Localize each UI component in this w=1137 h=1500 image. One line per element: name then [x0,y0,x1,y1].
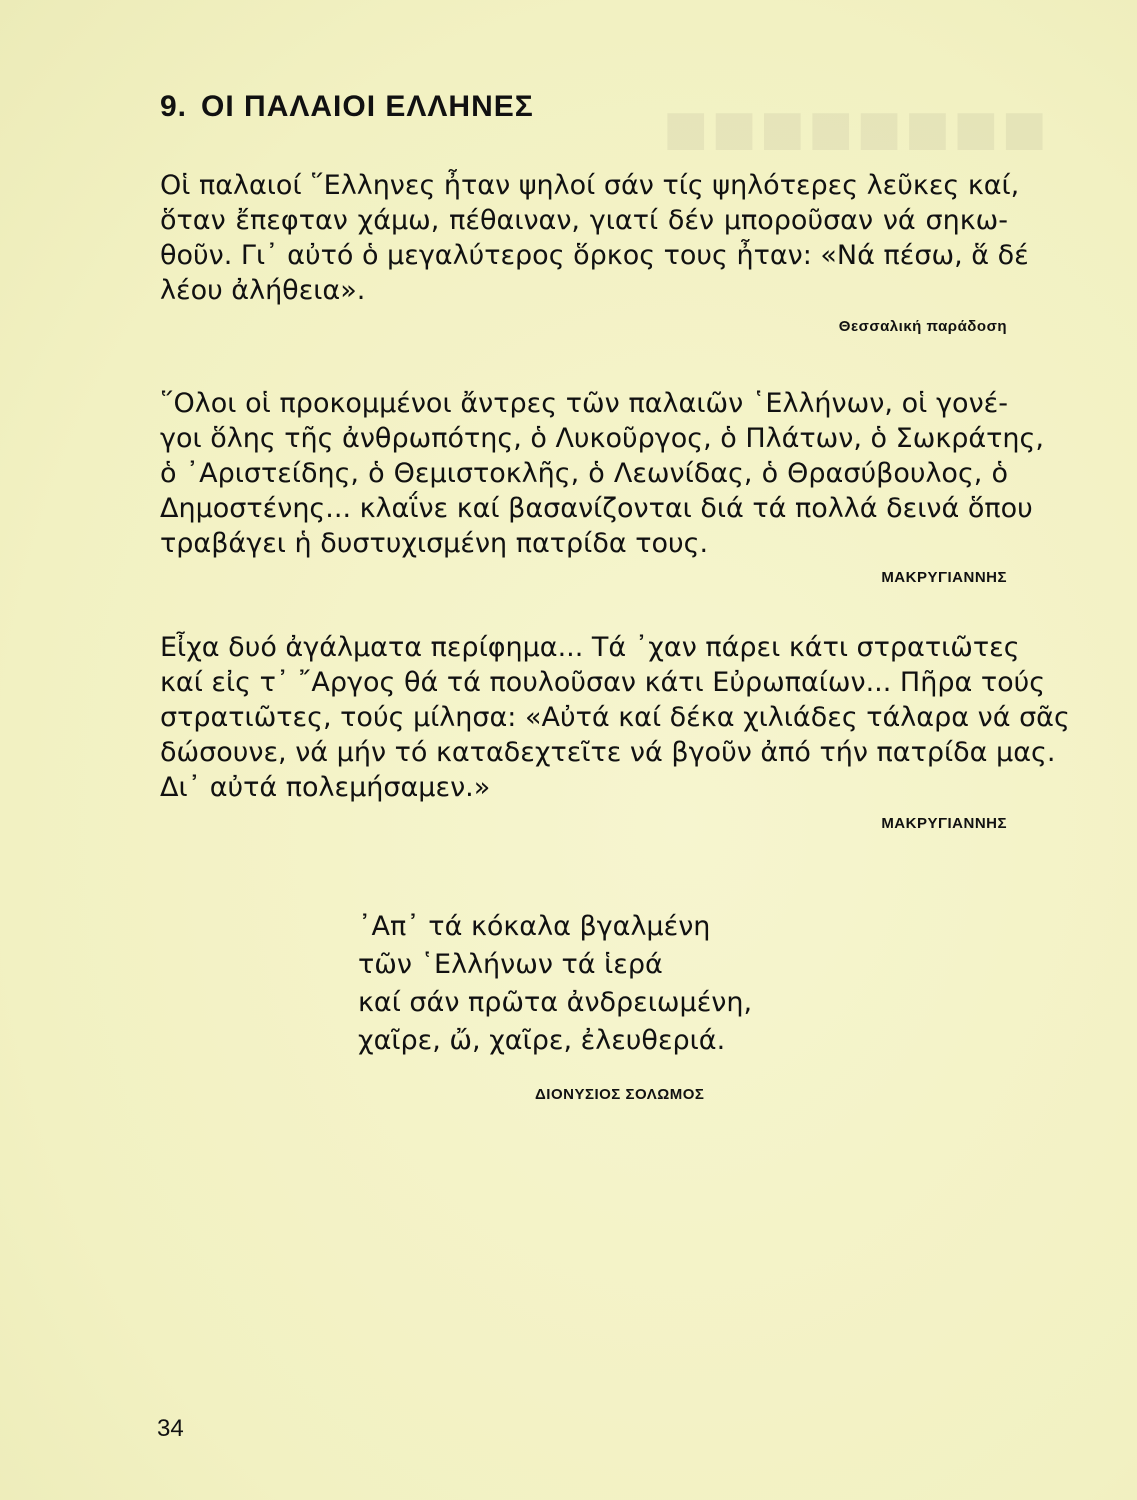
paragraph-folk-tradition [160,168,1029,308]
text-line: Δημοστένης... κλαΐνε καί βασανίζονται διά τά πολλά δεινά ὅπου [160,493,1033,524]
text-line: δώσουνε, νά μήν τό καταδεχτεῖτε νά βγοῦν ἀπό τήν πατρίδα μας. [160,737,1056,768]
poem-line: χαῖρε, ὤ, χαῖρε, ἐλευθεριά. [358,1025,726,1056]
paragraph-makrygiannis-1 [160,386,1044,561]
page-title [160,90,534,124]
text-line: καί εἰς τ᾿ ῎Αργος θά τά πουλοῦσαν κάτι Εὐρωπαίων... Πῆρα τούς [160,667,1046,698]
text-line: γοι ὅλης τῆς ἀνθρωπότης, ὁ Λυκοῦργος, ὁ Πλάτων, ὁ Σωκράτης, [160,423,1044,454]
text-line: ὁ ᾿Αριστείδης, ὁ Θεμιστοκλῆς, ὁ Λεωνίδας, ὁ Θρασύβουλος, ὁ [160,458,1008,489]
text-line: θοῦν. Γι᾿ αὐτό ὁ μεγαλύτερος ὅρκος τους ἦταν: «Νά πέσω, ἅ δέ [160,240,1029,271]
attribution-makrygiannis-1: ΜΑΚΡΥΓΙΑΝΝΗΣ [881,569,1007,586]
attribution-solomos: ΔΙΟΝΥΣΙΟΣ ΣΟΛΩΜΟΣ [535,1086,705,1103]
text-line: τραβάγει ἡ δυστυχισμένη πατρίδα τους. [160,528,709,559]
poem-line: καί σάν πρῶτα ἀνδρειωμένη, [358,987,753,1018]
text-line: λέου ἀλήθεια». [160,275,366,306]
text-line: Εἶχα δυό ἀγάλματα περίφημα... Τά ᾽χαν πάρει κάτι στρατιῶτες [160,632,1020,663]
page-number: 34 [157,1415,184,1442]
text-line: στρατιῶτες, τούς μίλησα: «Αὐτά καί δέκα χιλιάδες τάλαρα νά σᾶς [160,702,1070,733]
text-line: Δι᾿ αὐτά πολεμήσαμεν.» [160,772,491,803]
attribution-thessalian: Θεσσαλική παράδοση [838,318,1007,335]
paragraph-makrygiannis-2 [160,630,1070,805]
title-number: 9. [160,90,188,123]
poem-stanza [358,908,752,1060]
text-line: ὅταν ἔπεφταν χάμω, πέθαιναν, γιατί δέν μποροῦσαν νά σηκω- [160,205,1008,236]
poem-line: ᾿Απ᾿ τά κόκαλα βγαλμένη [358,911,711,942]
title-text: ΟΙ ΠΑΛΑΙΟΙ ΕΛΛΗΝΕΣ [201,90,534,123]
text-line: Οἱ παλαιοί ῞Ελληνες ἦταν ψηλοί σάν τίς ψηλότερες λεῦκες καί, [160,170,1020,201]
text-line: ῞Ολοι οἱ προκομμένοι ἄντρες τῶν παλαιῶν ῾Ελλήνων, οἱ γονέ- [160,388,1008,419]
show-through-graphic: ■■■■■■■■ [660,100,1047,156]
attribution-makrygiannis-2: ΜΑΚΡΥΓΙΑΝΝΗΣ [881,815,1007,832]
poem-line: τῶν ῾Ελλήνων τά ἱερά [358,949,663,980]
